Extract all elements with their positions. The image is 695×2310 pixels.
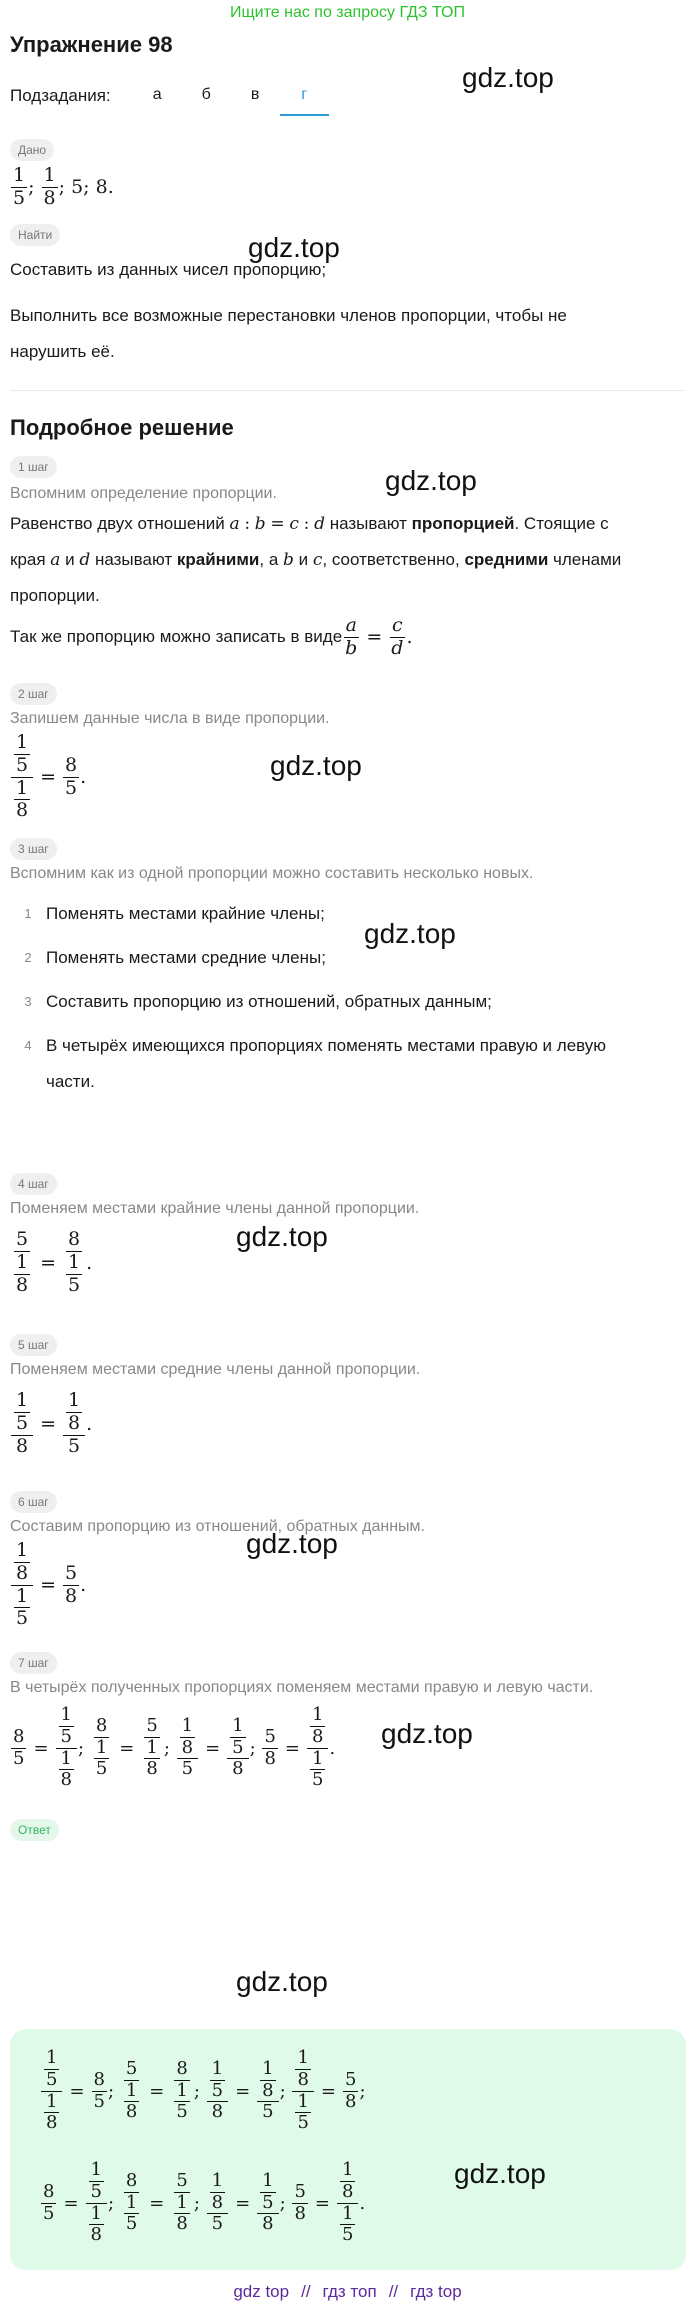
solution-heading: Подробное решение — [10, 415, 234, 440]
list-item: 3 Составить пропорцию из отношений, обратных данным; — [24, 992, 492, 1011]
given-badge: Дано — [10, 139, 54, 161]
step-7-note: В четырёх полученных пропорциях поменяем местами правую и левую части. — [10, 1679, 594, 1696]
footer-separator: // — [301, 2282, 311, 2301]
watermark: gdz.top — [454, 2158, 546, 2189]
step-2-badge: 2 шаг — [10, 683, 57, 705]
step-1-note: Вспомним определение пропорции. — [10, 485, 277, 502]
page-title: Упражнение 98 — [10, 32, 173, 57]
footer-links — [0, 2282, 695, 2302]
tab-a[interactable]: а — [152, 86, 162, 103]
step-5-badge: 5 шаг — [10, 1334, 57, 1356]
tab-b[interactable]: б — [201, 86, 211, 103]
answer-badge: Ответ — [10, 1819, 59, 1841]
tab-v[interactable]: в — [250, 86, 260, 103]
find-badge: Найти — [10, 224, 60, 246]
answer-line-1: $\frac{\frac{1}{5}}{\frac{1}{8}}$ = $\frac{8}{5}$ ; $\frac{5}{\frac{1}{8}}$ = $\frac{8}{\frac{1}{5}}$ ; $\frac{\frac{1}{5}}{8}$ = $\frac{\frac{1}{8}}{5}$ ; $\frac{\frac{1}{8}}{\frac{1}{5}}$ = $\frac{5}{8}$ ; — [40, 2041, 366, 2141]
list-item: 1 Поменять местами крайние члены; — [24, 904, 325, 923]
answer-box — [10, 2029, 686, 2270]
footer-link[interactable]: гдз top — [410, 2282, 462, 2301]
find-line-1: Составить из данных чисел пропорцию; — [10, 260, 327, 279]
find-line-2: Выполнить все возможные перестановки членов пропорции, чтобы не — [10, 306, 567, 325]
watermark: gdz.top — [236, 1221, 328, 1252]
tab-g[interactable]: г — [280, 86, 329, 116]
rules-list — [10, 896, 685, 1100]
step-6-badge: 6 шаг — [10, 1491, 57, 1513]
top-banner: Ищите нас по запросу ГДЗ ТОП — [230, 4, 465, 21]
given-numbers: $\frac{1}{5}$ ; $\frac{1}{8}$ ; 5; 8. — [13, 163, 114, 209]
footer-separator: // — [388, 2282, 399, 2301]
step-2-formula: $\frac{\frac{1}{5}}{\frac{1}{8}}$ = $\frac{8}{5}$ . — [10, 731, 685, 823]
step-3-note: Вспомним как из одной пропорции можно составить несколько новых. — [10, 865, 534, 882]
subtask-tabs — [133, 86, 329, 116]
step-6-note: Составим пропорцию из отношений, обратных данным. — [10, 1518, 425, 1535]
step-4-formula: $\frac{5}{\frac{1}{8}}$ = $\frac{8}{\frac{1}{5}}$ . — [16, 1228, 93, 1296]
step-4-badge: 4 шаг — [10, 1173, 57, 1195]
step-7-formula: $\frac{8}{5}$ = $\frac{\frac{1}{5}}{\frac{1}{8}}$ ; $\frac{8}{\frac{1}{5}}$ = $\frac{5}{\frac{1}{8}}$ ; $\frac{\frac{1}{8}}{5}$ = $\frac{\frac{1}{5}}{8}$ ; $\frac{5}{8}$ = $\frac{\frac{1}{8}}{\frac{1}{5}}$ . — [13, 1704, 336, 1791]
subtasks-bar — [10, 76, 685, 116]
watermark: gdz.top — [381, 1718, 473, 1749]
list-item: 4 В четырёх имеющихся пропорциях поменять местами правую и левую — [24, 1036, 607, 1055]
step-3-badge: 3 шаг — [10, 838, 57, 860]
list-item-continuation: части. — [46, 1072, 95, 1091]
subtasks-label: Подзадания: — [10, 86, 111, 105]
watermark: gdz.top — [364, 918, 456, 949]
step-5-note: Поменяем местами средние члены данной пропорции. — [10, 1361, 421, 1378]
footer-link[interactable]: gdz top — [233, 2282, 290, 2301]
page-content — [0, 30, 695, 1841]
watermark: gdz.top — [246, 1528, 338, 1559]
watermark: gdz.top — [462, 62, 554, 93]
step-5-formula: $\frac{\frac{1}{5}}{8}$ = $\frac{\frac{1}{8}}{5}$ . — [10, 1382, 685, 1466]
watermark: gdz.top — [236, 1966, 328, 1997]
list-item: 2 Поменять местами средние члены; — [24, 948, 326, 967]
step-1-text-line-1: Равенство двух отношений a : b = c : d называют пропорцией. Стоящие с — [10, 514, 609, 534]
watermark: gdz.top — [270, 750, 362, 781]
section-divider — [10, 390, 685, 391]
step-2-note: Запишем данные числа в виде пропорции. — [10, 710, 330, 727]
footer-link[interactable]: гдз топ — [322, 2282, 377, 2301]
step-1-badge: 1 шаг — [10, 456, 57, 478]
answer-line-2: $\frac{8}{5}$ = $\frac{\frac{1}{5}}{\frac{1}{8}}$ ; $\frac{8}{\frac{1}{5}}$ = $\frac{5}{\frac{1}{8}}$ ; $\frac{\frac{1}{8}}{5}$ = $\frac{\frac{1}{5}}{8}$ ; $\frac{5}{8}$ = $\frac{\frac{1}{8}}{\frac{1}{5}}$ . — [43, 2159, 366, 2246]
step-1-text-line-4: Так же пропорцию можно записать в виде $\frac{a}{b}$ = $\frac{c}{d}$ . — [10, 613, 413, 659]
step-4-note: Поменяем местами крайние члены данной пропорции. — [10, 1200, 420, 1217]
step-1-text-line-3: пропорции. — [10, 586, 100, 605]
step-7-badge: 7 шаг — [10, 1652, 57, 1674]
step-6-formula: $\frac{\frac{1}{8}}{\frac{1}{5}}$ = $\frac{5}{8}$ . — [10, 1539, 685, 1631]
find-line-3: нарушить её. — [10, 342, 115, 361]
step-1-text-line-2: края a и d называют крайними, а b и c, соответственно, средними членами — [10, 550, 622, 570]
watermark: gdz.top — [385, 465, 477, 496]
watermark: gdz.top — [248, 232, 340, 263]
